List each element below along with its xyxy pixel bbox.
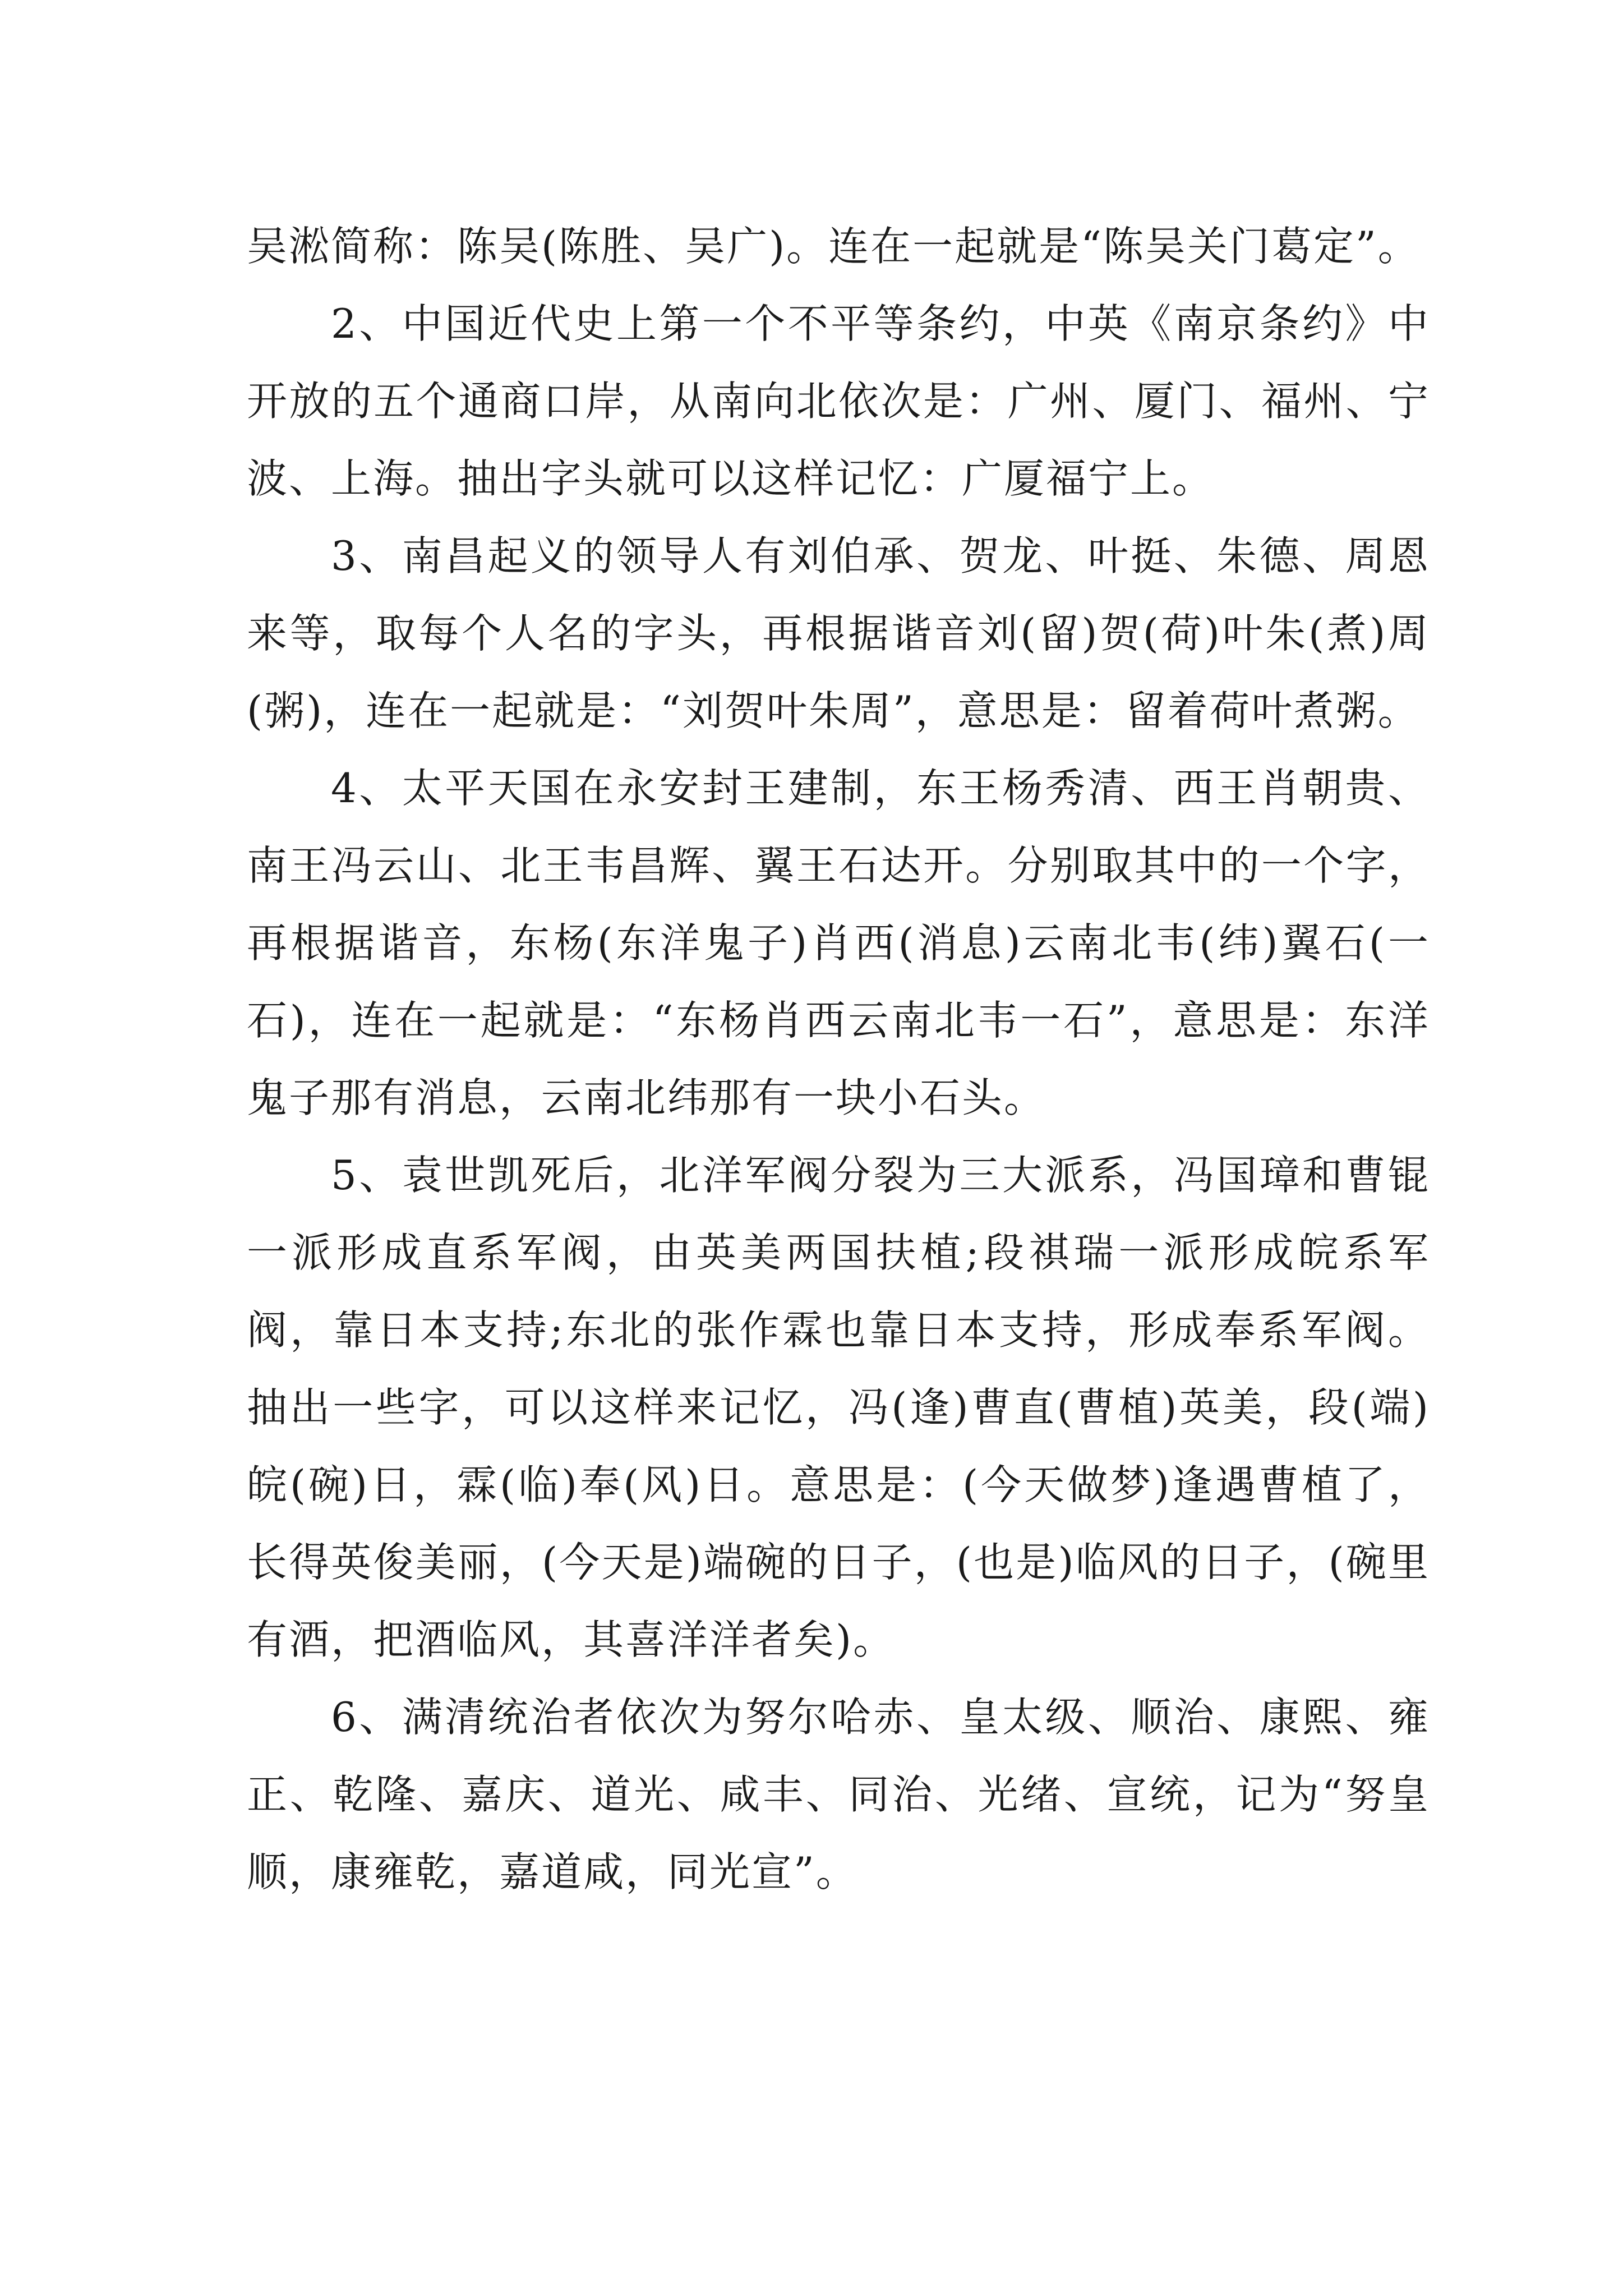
paragraph-1: 吴淞简称：陈吴(陈胜、吴广)。连在一起就是“陈吴关门葛定”。 — [247, 223, 1420, 270]
paragraph-2: 2、中国近代史上第一个不平等条约，中英《南京条约》中开放的五个通商口岸，从南向北依次是：广州、厦门、福州、宁波、上海。抽出字头就可以这样记忆：广厦福宁上。 — [247, 300, 1430, 502]
paragraph-6: 6、满清统治者依次为努尔哈赤、皇太级、顺治、康熙、雍正、乾隆、嘉庆、道光、咸丰、同治、光绪、宣统，记为“努皇顺，康雍乾，嘉道咸，同光宣”。 — [247, 1694, 1430, 1895]
paragraph-3: 3、南昌起义的领导人有刘伯承、贺龙、叶挺、朱德、周恩来等，取每个人名的字头，再根据谐音刘(留)贺(荷)叶朱(煮)周(粥)，连在一起就是：“刘贺叶朱周”，意思是：留着荷叶煮粥。 — [247, 532, 1430, 734]
document-body — [247, 208, 1430, 1911]
paragraph-4: 4、太平天国在永安封王建制，东王杨秀清、西王肖朝贵、南王冯云山、北王韦昌辉、翼王石达开。分别取其中的一个字，再根据谐音，东杨(东洋鬼子)肖西(消息)云南北韦(纬)翼石(一石)，连在一起就是：“东杨肖西云南北韦一石”，意思是：东洋鬼子那有消息，云南北纬那有一块小石头。 — [247, 765, 1430, 1121]
paragraph-5: 5、袁世凯死后，北洋军阀分裂为三大派系，冯国璋和曹锟一派形成直系军阀，由英美两国扶植;段祺瑞一派形成皖系军阀，靠日本支持;东北的张作霖也靠日本支持，形成奉系军阀。抽出一些字，可以这样来记忆，冯(逢)曹直(曹植)英美，段(端)皖(碗)日，霖(临)奉(风)日。意思是：(今天做梦)逢遇曹植了，长得英俊美丽，(今天是)端碗的日子，(也是)临风的日子，(碗里有酒，把酒临风，其喜洋洋者矣)。 — [247, 1152, 1430, 1663]
